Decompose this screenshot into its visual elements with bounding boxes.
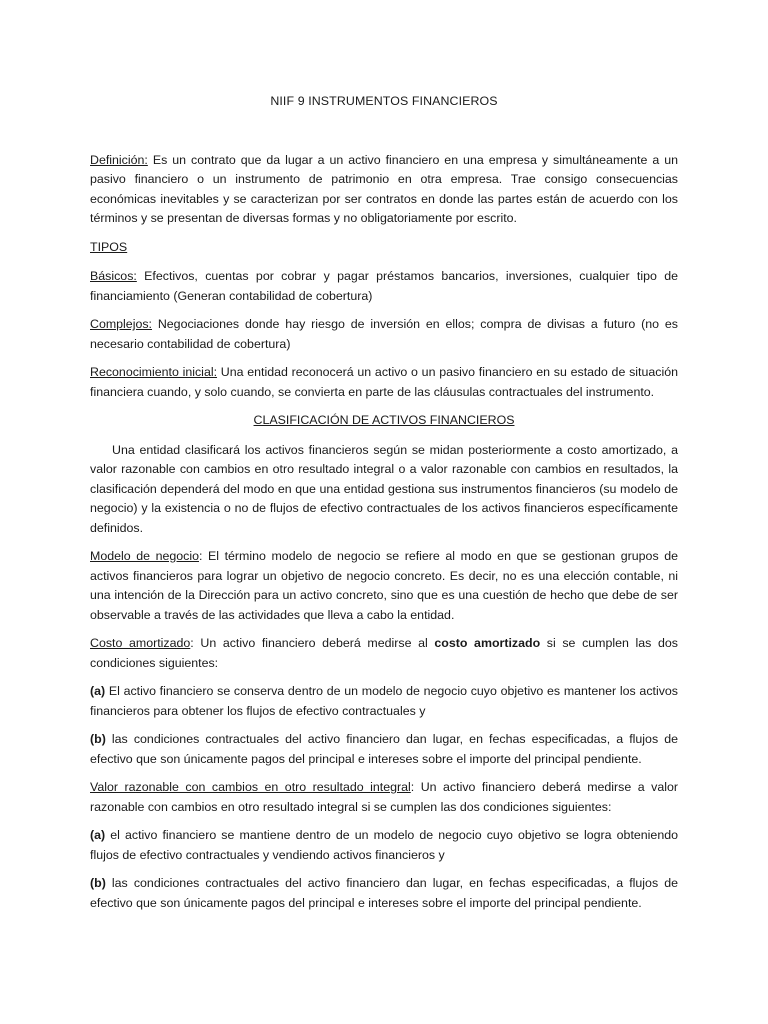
amortized-cost-condition-a	[90, 682, 678, 721]
complex-text: Negociaciones donde hay riesgo de inversión en ellos; compra de divisas a futuro (no es necesario contabilidad de cobertura)	[90, 317, 678, 351]
fair-value-paragraph	[90, 778, 678, 817]
definition-paragraph	[90, 151, 678, 229]
definition-text: Es un contrato que da lugar a un activo financiero en una empresa y simultáneamente a un pasivo financiero o un instrumento de patrimonio en otra empresa. Trae consigo consecuencias económicas inevitables y se caracterizan por ser contratos en donde las partes están de acuerdo con los términos y se presentan de diversas formas y no obligatoriamente por escrito.	[90, 152, 678, 225]
types-heading: TIPOS	[90, 239, 128, 254]
condition-a-text: El activo financiero se conserva dentro de un modelo de negocio cuyo objetivo es mantener los activos financieros para obtener los flujos de efectivo contractuales y	[90, 684, 678, 718]
amortized-cost-text-b: si se cumplen las dos condiciones siguientes:	[90, 636, 678, 670]
condition-a-label: (a)	[90, 684, 106, 698]
amortized-cost-condition-b	[90, 730, 678, 769]
fv-condition-b-text: las condiciones contractuales del activo financiero dan lugar, en fechas especificadas, a flujos de efectivo que son únicamente pagos del principal e intereses sobre el importe del principal pendiente.	[90, 876, 678, 910]
business-model-text: : El término modelo de negocio se refiere al modo en que se gestionan grupos de activos financieros para lograr un objetivo de negocio concreto. Es decir, no es una elección contable, ni una intención de la Dirección para un activo concreto, sino que es una cuestión de hecho que debe de ser observable a través de las actividades que lleva a cabo la entidad.	[90, 549, 679, 622]
condition-b-label: (b)	[90, 732, 106, 746]
fair-value-condition-a	[90, 826, 678, 865]
classification-paragraph: Una entidad clasificará los activos financieros según se midan posteriormente a costo amortizado, a valor razonable con cambios en otro resultado integral o a valor razonable con cambios en resultados, la clasificación dependerá del modo en que una entidad gestiona sus instrumentos financieros (su modelo de negocio) y la existencia o no de flujos de efectivo contractuales de los activos financieros específicamente definidos.	[90, 442, 678, 535]
fv-condition-b-label: (b)	[90, 876, 106, 890]
document-title: NIIF 9 INSTRUMENTOS FINANCIEROS	[270, 94, 498, 108]
document-page	[90, 92, 678, 922]
complex-paragraph	[90, 315, 678, 354]
business-model-lead: Modelo de negocio	[90, 549, 199, 563]
initial-recognition-text: Una entidad reconocerá un activo o un pasivo financiero en su estado de situación financiera cuando, y solo cuando, se convierta en parte de las cláusulas contractuales del instrumento.	[90, 365, 678, 399]
amortized-cost-lead: Costo amortizado	[90, 636, 191, 650]
fv-condition-a-label: (a)	[90, 828, 106, 842]
basic-text: Efectivos, cuentas por cobrar y pagar préstamos bancarios, inversiones, cualquier tipo de financiamiento (Generan contabilidad de cobertura)	[90, 269, 678, 303]
business-model-paragraph	[90, 547, 678, 625]
condition-b-text: las condiciones contractuales del activo financiero dan lugar, en fechas especificadas, a flujos de efectivo que son únicamente pagos del principal e intereses sobre el importe del principal pendiente.	[90, 732, 678, 766]
initial-recognition-paragraph	[90, 363, 678, 402]
basic-paragraph	[90, 267, 678, 306]
amortized-cost-text-a: : Un activo financiero deberá medirse al	[190, 636, 435, 650]
fv-condition-a-text: el activo financiero se mantiene dentro de un modelo de negocio cuyo objetivo se logra obteniendo flujos de efectivo contractuales y vendiendo activos financieros y	[90, 828, 678, 862]
definition-lead: Definición:	[90, 152, 148, 167]
complex-lead: Complejos:	[90, 317, 152, 331]
basic-lead: Básicos:	[90, 269, 137, 283]
fair-value-condition-b	[90, 874, 678, 913]
initial-recognition-lead: Reconocimiento inicial:	[90, 365, 218, 379]
fair-value-text: : Un activo financiero deberá medirse a valor razonable con cambios en otro resultado integral si se cumplen las dos condiciones siguientes:	[90, 780, 679, 814]
fair-value-lead: Valor razonable con cambios en otro resultado integral	[90, 780, 411, 794]
amortized-cost-paragraph	[90, 634, 678, 673]
classification-heading: CLASIFICACIÓN DE ACTIVOS FINANCIEROS	[253, 413, 515, 427]
amortized-cost-bold: costo amortizado	[434, 636, 541, 650]
